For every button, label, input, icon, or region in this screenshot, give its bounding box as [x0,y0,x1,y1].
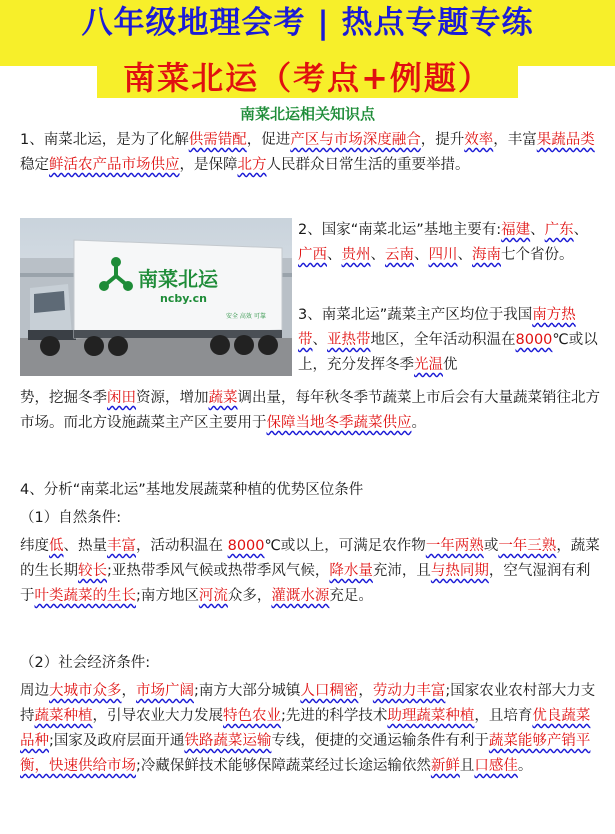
point-1 [20,128,600,178]
keyword: 南方热带 [298,307,576,348]
truck-logo-text: 南菜北运 [138,267,218,291]
keyword: 河流 [198,588,228,604]
text: 优 [443,357,458,373]
point-4-title: 4、分析“南菜北运”基地发展蔬菜种植的优势区位条件 [20,482,364,498]
keyword: 光温 [414,357,443,373]
keyword: 一年两熟 [425,538,484,554]
keyword: 8000 [515,332,553,348]
keyword: 贵州 [341,247,371,263]
keyword: 亚热带 [327,332,371,348]
social-conditions-title: （2）社会经济条件: [20,655,151,671]
subtitle-text: 南菜北运（考点+例题） [97,58,518,98]
text: 、 [312,332,327,348]
text: ，活动积温在 [136,538,228,554]
keyword: 一年三熟 [498,538,557,554]
keyword: 果蔬品类 [536,132,595,148]
keyword: 鲜活农产品市场供应 [49,157,180,173]
point-3-continued [20,386,600,436]
keyword: 蔬菜 [208,390,238,406]
text: 、 [457,247,472,263]
truck-slogan-text: 安全 高效 可靠 [226,313,266,320]
text: 、 [370,247,385,263]
keyword: 优良蔬菜品种 [20,708,591,749]
text: ，且培育 [474,708,533,724]
section-heading: 南菜北运相关知识点 [239,105,375,123]
text: ;亚热带季风气候或热带季风气候， [107,563,330,579]
text: ;国家及政府层面开通 [49,733,185,749]
text: 众多， [227,588,272,604]
keyword: 与热同期 [430,563,489,579]
text: ℃或以上，充分发挥冬季 [298,332,598,373]
text: 周边 [20,683,49,699]
keyword: 人口稠密 [300,683,359,699]
keyword: 劳动力丰富 [372,683,446,699]
text: 、 [414,247,429,263]
keyword: 丰富 [107,538,136,554]
natural-conditions-title: （1）自然条件: [20,510,122,526]
text: 、热量 [63,538,107,554]
social-conditions [20,679,600,779]
text: ，空气湿润有利于 [20,563,591,604]
text: ;南方大部分城镇 [194,683,301,699]
text: 1、南菜北运，是为了化解 [20,132,189,148]
truck-url-text: ncby.cn [160,292,207,305]
text: 。 [411,415,426,431]
natural-conditions [20,534,600,609]
keyword: 口感佳 [474,758,518,774]
text: 2、国家“南菜北运”基地主要有: [298,222,502,238]
page-subtitle [0,58,615,98]
keyword: 广东 [544,222,574,238]
keyword: 四川 [428,247,458,263]
text: 充足。 [329,588,373,604]
text: 七个省份。 [501,247,574,263]
text: 稳定 [20,157,49,173]
keyword: 市场广阔 [136,683,194,699]
text: 、 [573,222,589,238]
keyword: 广西 [298,247,327,263]
point-3 [298,303,602,378]
truck-photo [20,218,292,376]
keyword: 8000 [227,538,265,554]
text: ，促进 [246,132,291,148]
keyword: 铁路蔬菜运输 [184,733,272,749]
keyword: 供需错配 [188,132,247,148]
text: ，丰富 [493,132,537,148]
text: ，提升 [420,132,465,148]
text: 充沛，且 [372,563,431,579]
text: 调出量，每年秋冬季节蔬菜上市后会有大量蔬菜销往北方市场。而北方设施蔬菜主产区主要用于 [20,390,600,431]
keyword: 叶类蔬菜的生长 [34,588,136,604]
text: ℃或以上，可满足农作物 [264,538,426,554]
text: ;南方地区 [136,588,199,604]
text: 、 [327,247,342,263]
page-title: 八年级地理会考 | 热点专题专练 [81,5,534,41]
keyword: 新鲜 [430,758,460,774]
text: 势，挖掘冬季 [20,390,107,406]
keyword: 灌溉水源 [271,588,330,604]
keyword: 低 [49,538,64,554]
keyword: 大城市众多 [49,683,122,699]
text: ;国家农业农村部大力支持 [20,683,596,724]
text: 3、南菜北运”蔬菜主产区均位于我国 [298,307,533,323]
keyword: 降水量 [329,563,373,579]
point-2 [298,218,602,268]
text: 专线，便捷的交通运输条件有利于 [271,733,489,749]
text: ，蔬菜的生长期 [20,538,600,579]
keyword: 北方 [237,157,267,173]
keyword: 福建 [501,222,531,238]
keyword: 闲田 [107,390,136,406]
keyword: 效率 [464,132,494,148]
keyword: 较长 [78,563,107,579]
text: ， [121,683,136,699]
keyword: 海南 [472,247,501,263]
text: ;先进的科学技术 [281,708,388,724]
text: ，是保障 [179,157,238,173]
text: 。 [517,758,533,774]
keyword: 蔬菜种植 [34,708,93,724]
text: 地区，全年活动积温在 [370,332,516,348]
keyword: 云南 [385,247,414,263]
text: ;冷藏保鲜技术能够保障蔬菜经过长途运输依然 [136,758,431,774]
text: 资源，增加 [136,390,209,406]
keyword: 保障当地冬季蔬菜供应 [266,415,412,431]
text: 、 [530,222,545,238]
text: ， [358,683,373,699]
text: 纬度 [20,538,49,554]
text: 且 [459,758,475,774]
text: ，引导农业大力发展 [92,708,223,724]
keyword: 助理蔬菜种植 [387,708,475,724]
keyword: 产区与市场深度融合 [290,132,421,148]
keyword: 特色农业 [223,708,281,724]
text: 人民群众日常生活的重要举措。 [266,157,470,173]
truck-illustration [20,218,292,376]
text: 或 [483,538,499,554]
keyword: 蔬菜能够产销平衡，快速供给市场 [20,733,591,774]
